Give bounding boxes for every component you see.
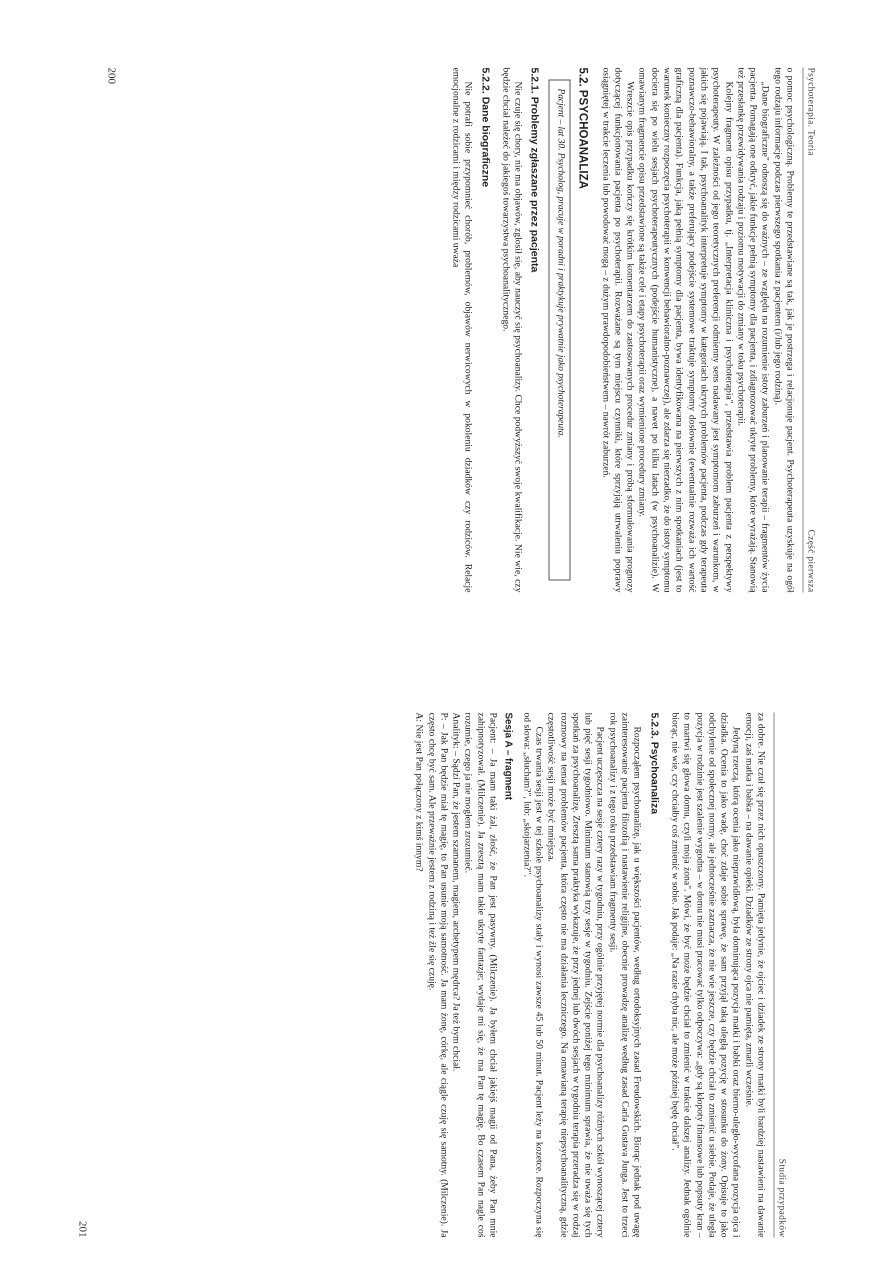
- paragraph: Nie czuje się chory, nie ma objawów, zgłosił się, aby nauczyć się psychoanalizy. Chce podwyższyć swoje kwalifikacje. Nie wie, czy będzie chciał należeć do jakiegoś towarzystwa psychoanalitycznego.: [500, 67, 524, 593]
- session-title: Sesja A – fragment: [502, 712, 514, 800]
- section-heading-psychoanaliza: 5.2. PSYCHOANALIZA: [576, 67, 589, 189]
- section-heading-problems: 5.2.1. Problemy zgłaszane przez pacjenta: [528, 67, 541, 273]
- page-number: 201: [76, 1221, 89, 1238]
- running-head-right: Część pierwsza: [805, 529, 816, 593]
- running-head: [803, 68, 816, 593]
- dialog-line: A: Nie jest Pan połączony z kimś innym?: [413, 712, 425, 872]
- paragraph: „Dane biograficzne" odnoszą się do ważnych – ze względu na rozumienie istoty zaburzeń i planowanie terapii – fragmentów życia pacjenta. Pomagają one odkryć, jakie funkcje pełnią symptomy dla pacjenta, i zdiagnozować ukryte problemy, które wyrażają. Stanowią też przesłankę przewidywania rodzaju i poziomu motywacji do zmiany w toku psychoterapii.: [735, 67, 771, 593]
- page-number: 200: [105, 67, 118, 84]
- book-page-200: [102, 48, 822, 613]
- dialog-line: Analityk: – Sądzi Pan, że jestem szamanem, magiem, archetypem mędrca? Ja też bym chciał.: [450, 712, 462, 1072]
- paragraph: Wreszcie opis przypadku kończy się krótkim komentarzem do zastosowanych procedur zmiany i próbą sformułowania prognozy dotyczącej funkcjonowania pacjenta po psychoterapii. Rozważane są tym miejscu czynniki, które sprzyjają utrwaleniu poprawy osiągniętej w trakcie leczenia lub powodować mogą – z dużym prawdopodobieństwem – nawrót zaburzeń.: [600, 67, 636, 593]
- session-dialog: [412, 713, 498, 1238]
- patient-box: Pacjent – lat 30. Psycholog, pracuje w poradni i praktykuje prywatnie jako psychoterapeuta.: [549, 80, 571, 581]
- section-heading-biography: 5.2.2. Dane biograficzne: [479, 67, 492, 188]
- paragraph: Rozpocząłem psychoanalizę, jak u większości pacjentów, według ortodoksyjnych zasad Freudowskich. Biorąc jednak pod uwagę zainteresowanie pacjenta filozofią i nastawienie religijne, obecnie prowadzę analizę według zasad Carla Gustava Junga. Jest to trzeci rok psychoanalizy i z tego roku przedstawiam fragmenty sesji.: [607, 712, 643, 1238]
- text-column: [97, 713, 767, 1238]
- running-head: [774, 713, 787, 1238]
- dialog-line: Pacjent: – Ja mam taki żal, złość, że Pan jest pasywny. (Milczenie). Ja byłem chciał jakiejś magii od Pana, żeby Pan mnie zahipnotyzował. (Milczenie). Ja zresztą mam takie ukryte fantazje; wydaje mi się, że ma Pan tę magię. Bo czasem Pan nagle coś rozumie, czego ja nie mogłem zrozumieć.: [462, 712, 499, 1238]
- paragraph: Pacjent uczęszcza na sesje cztery razy w tygodniu, przy ogólnie przyjętej normie dla psychoanalizy różnych szkół wynoszącej cztery lub pięć sesji tygodniowo. Minimum stanowią trzy sesje w tygodniu. Zejście poniżej tego minimum sprawia, że nie uważa się tych spotkań za psychoanalizę. Zresztą sama praktyka wykazuje, że przy jednej lub dwóch sesjach w tygodniu terapia przeradza się w rodzaj rozmowy na temat problemów pacjenta, która często nie ma działania leczniczego. Na omawianą terapię niepsychoanalityczną, gdzie częstotliwość sesji może być mniejsza.: [545, 712, 606, 1238]
- dialog-line: P: – Jak Pan będzie miał tę magię, to Pan usunie moją samotność. Ja mam żonę, córkę, ale ciągle czuję się samotny. (Milczenie). Ja często chcę być sam. Ale przeważnie jestem z rodziną i też źle się czuję.: [426, 712, 450, 1238]
- running-head-left: Psychoterapia. Teoria: [805, 67, 816, 156]
- paragraph: Jedyną rzeczą, którą ocenia jako nieprawidłową, była dominująca pozycja matki i babki oraz biernо-uległo-wycofana pozycja ojca i dziadka. Ocenia to jako wadę, choć zdaje sobie sprawę, że sam przyjął taką uległą pozycję w stosunku do żony. Opisuje to jako odchylenie od społecznej normy, ale jednocześnie zaznacza, że nie wie jeszcze, czy będzie chciał to zmienić u siebie. Podaje, że uległa pozycja w rodzinie jest szalenie wygodna – w domu nie musi pracować tylko odpoczywa: „gdy są kłopoty finansowe lub popsuty kran – to martwi się głowa domu, czyli moja żona". Mówi, że być może będzie chciał to zmienić w trakcie dalszej analizy. Jednak ogólnie biorąc, nie wie, czy chciałby coś zmienić w sobie. Jak podaje: „Na razie chyba nic, ale może później będę chciał".: [669, 712, 742, 1238]
- section-heading-psychoanaliza-523: 5.2.3. Psychoanaliza: [648, 712, 661, 815]
- paragraph: za dobre. Nie czuł się przez nich opuszczony. Pamięta jedynie, że ojciec i dziadek ze strony matki byli bardziej nastawieni na dawanie emocji, zaś matka i babka – na dawanie opieki. Dziadków ze strony ojca nie pamięta, zmarli wcześnie.: [743, 712, 767, 1238]
- paragraph: Nie potrafi sobie przypomnieć chorób, problemów, objawów nerwicowych w pokoleniu dziadków czy rodziców. Relacje emocjonalne z rodzicami i między rodzicami uważa: [450, 67, 474, 593]
- paragraph: Czas trwania sesji jest w tej szkole psychoanalizy stały i wynosi zawsze 45 lub 50 minut. Pacjent leży na kozetce. Rozpoczyna się od słowa: „słucham?", lub: „skojarzenia?".: [521, 712, 545, 1238]
- paragraph: o pomoc psychologiczną. Problemy te przedstawiane są tak, jak je postrzega i relacjonuje pacjent. Psychoterapeuta uzyskuje na ogół tego rodzaju informacje podczas pierwszego spotkania z pacjentem (i/lub jego rodziną).: [772, 67, 796, 593]
- book-page-201: [73, 693, 793, 1258]
- text-column: [126, 68, 796, 593]
- running-head-right: Studia przypadków: [776, 1158, 787, 1238]
- paragraph: Kolejny fragment opisu przypadku, tj. „Interpretacja kliniczna i psychoterapia", przedstawia problem pacjenta z perspektywy psychoterapeuty. W zależności od jego teoretycznych preferencji odmienny sens nadawany jest symptomom zaburzeń i warunkom, w jakich się pojawiają. I tak, psychoanalityk interpretuje symptomy w kategoriach ukrytych problemów pacjenta, podczas gdy terapeuta poznawczo-behawioralny, a także preferujący podejście systemowe traktuje symptomy dosłownie (ewentualnie rozważa ich wartość graficzną dla pacjenta). Funkcja, jaką pełnią symptomy dla pacjenta, bywa identyfikowana na pierwszych z nim spotkaniach (jest to warunek konieczny rozpoczęcia psychoterapii w konwencji behawioralno-poznawczej), ale zdarza się nierzadko, że do istoty symptomu dociera się po wielu sesjach psychoterapeutycznych (podejście humanistyczne), a nawet po kilku latach (w psychoanalizie). W omawianym fragmencie opisu przedstawione są także cele i etapy psychoterapii oraz wymienione procedury zmiany.: [636, 67, 735, 593]
